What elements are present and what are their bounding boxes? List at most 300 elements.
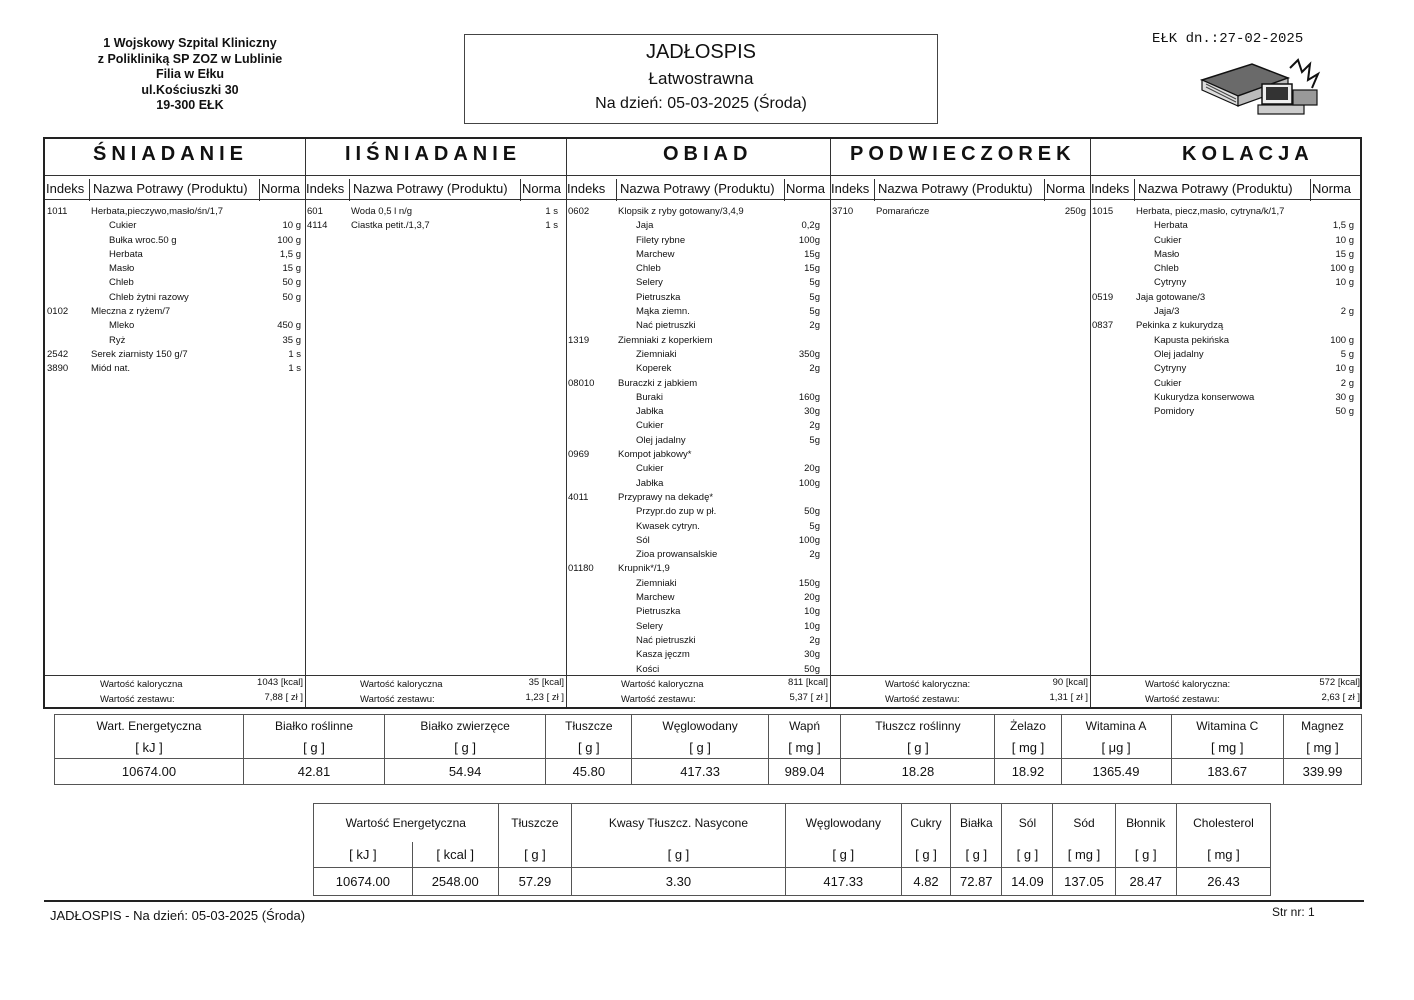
nutrient-label: Witamina C bbox=[1171, 715, 1283, 737]
ingredient-name: Jaja/3 bbox=[1154, 306, 1180, 318]
list-item bbox=[566, 477, 830, 491]
nutrient-value: 4.82 bbox=[901, 868, 950, 896]
nutrient-unit: [ mg ] bbox=[1171, 737, 1283, 759]
quantity: 50 g bbox=[282, 291, 301, 303]
quantity: 10g bbox=[804, 620, 820, 632]
list-item bbox=[45, 348, 305, 362]
list-item bbox=[566, 548, 830, 562]
header-separator bbox=[616, 179, 617, 201]
ingredient-name: Cukier bbox=[1154, 377, 1182, 389]
ingredient-name: Bułka wroc.50 g bbox=[109, 234, 177, 246]
list-item bbox=[1090, 334, 1362, 348]
nutrient-label: Wapń bbox=[768, 715, 841, 737]
dish-index: 1011 bbox=[47, 206, 68, 217]
list-item bbox=[566, 448, 830, 462]
quantity: 10 g bbox=[1335, 363, 1354, 375]
column-header-norma: Norma bbox=[522, 181, 562, 196]
quantity: 50g bbox=[804, 506, 820, 518]
list-item bbox=[566, 391, 830, 405]
dish-index: 2542 bbox=[47, 348, 69, 360]
nutrient-unit: [ mg ] bbox=[995, 737, 1061, 759]
quantity: 5g bbox=[809, 434, 820, 446]
quantity: 15g bbox=[804, 248, 820, 260]
ingredient-name: Marchew bbox=[636, 592, 675, 604]
column-header-nazwa: Nazwa Potrawy (Produktu) bbox=[353, 181, 508, 196]
meal-column bbox=[830, 205, 1090, 219]
hospital-line: 1 Wojskowy Szpital Kliniczny bbox=[103, 36, 277, 50]
dish-index: 01180 bbox=[568, 563, 594, 575]
calorie-label: Wartość kaloryczna bbox=[360, 679, 443, 690]
dish-name: Jaja gotowane/3 bbox=[1136, 291, 1206, 303]
dish-name: Serek ziarnisty 150 g/7 bbox=[91, 348, 188, 360]
quantity: 160g bbox=[798, 391, 820, 403]
nutrient-value: 72.87 bbox=[951, 868, 1002, 896]
list-item bbox=[566, 620, 830, 634]
nutrient-label: Wart. Energetyczna bbox=[55, 715, 244, 737]
nutrient-unit: [ g ] bbox=[951, 842, 1002, 868]
quantity: 30 g bbox=[1335, 391, 1354, 403]
quantity: 2g bbox=[809, 549, 820, 561]
ingredient-name: Olej jadalny bbox=[636, 434, 686, 446]
ingredient-name: Kukurydza konserwowa bbox=[1154, 391, 1255, 403]
ingredient-name: Chleb żytni razowy bbox=[109, 291, 189, 303]
cost-value: 1,23 [ zł ] bbox=[525, 692, 564, 703]
quantity: 100 g bbox=[1330, 334, 1354, 346]
list-item bbox=[1090, 362, 1362, 376]
list-item bbox=[45, 319, 305, 333]
dish-index: 3890 bbox=[47, 363, 69, 375]
nutrient-label: Tłuszcz roślinny bbox=[841, 715, 995, 737]
ingredient-name: Jaja bbox=[636, 220, 654, 232]
cost-value: 1,31 [ zł ] bbox=[1049, 692, 1088, 703]
list-item bbox=[1090, 391, 1362, 405]
list-item bbox=[45, 234, 305, 248]
dish-index: 1015 bbox=[1092, 206, 1114, 217]
header-separator bbox=[1044, 179, 1045, 201]
cost-value: 2,63 [ zł ] bbox=[1321, 692, 1360, 703]
header-separator bbox=[874, 179, 875, 201]
meal-title-obiad: OBIAD bbox=[663, 143, 753, 165]
quantity: 100 g bbox=[277, 234, 301, 246]
list-item bbox=[1090, 276, 1362, 290]
header-separator bbox=[349, 179, 350, 201]
nutrient-unit: [ mg ] bbox=[1176, 842, 1270, 868]
nutrition-units-row bbox=[55, 737, 1362, 759]
list-item bbox=[45, 305, 305, 319]
nutrient-value: 3.30 bbox=[572, 868, 785, 896]
header-separator bbox=[259, 179, 260, 201]
column-header-norma: Norma bbox=[1312, 181, 1352, 196]
ingredient-name: Olej jadalny bbox=[1154, 348, 1204, 360]
quantity: 50g bbox=[804, 663, 820, 675]
nutrient-value: 26.43 bbox=[1176, 868, 1270, 896]
nutrient-value: 183.67 bbox=[1171, 759, 1283, 785]
calorie-label: Wartość kaloryczna: bbox=[885, 679, 971, 690]
cost-value: 5,37 [ zł ] bbox=[789, 692, 828, 703]
nutrient-unit: [ mg ] bbox=[768, 737, 841, 759]
list-item bbox=[566, 219, 830, 233]
ingredient-name: Nać pietruszki bbox=[636, 634, 696, 646]
list-item bbox=[45, 219, 305, 233]
quantity: 100 g bbox=[1330, 263, 1354, 275]
energy-unit: [ kJ ] bbox=[314, 842, 413, 868]
meal-column bbox=[305, 205, 566, 234]
ingredient-name: Cukier bbox=[1154, 234, 1182, 246]
quantity: 10g bbox=[804, 606, 820, 618]
header-separator bbox=[89, 179, 90, 201]
list-item bbox=[566, 462, 830, 476]
menu-table bbox=[43, 137, 1362, 709]
nutrient-value: 18.28 bbox=[841, 759, 995, 785]
ingredient-name: Koperek bbox=[636, 363, 672, 375]
quantity: 30g bbox=[804, 406, 820, 418]
header-separator bbox=[520, 179, 521, 201]
quantity: 5g bbox=[809, 277, 820, 289]
list-item bbox=[1090, 291, 1362, 305]
nutrient-unit: [ g ] bbox=[785, 842, 901, 868]
list-item bbox=[566, 348, 830, 362]
cost-value: 7,88 [ zł ] bbox=[264, 692, 303, 703]
nutrition-label-table bbox=[313, 803, 1271, 896]
ingredient-name: Ziemniaki bbox=[636, 348, 677, 360]
nutrient-unit: [ g ] bbox=[546, 737, 632, 759]
quantity: 100g bbox=[798, 234, 820, 246]
ingredient-name: Mąka ziemn. bbox=[636, 306, 690, 318]
quantity: 350g bbox=[798, 348, 820, 360]
nutrient-label: Węglowodany bbox=[632, 715, 768, 737]
nutrition-summary bbox=[54, 714, 1362, 785]
ingredient-name: Nać pietruszki bbox=[636, 320, 696, 332]
energy-label: Wartość Energetyczna bbox=[314, 804, 499, 842]
dish-index: 601 bbox=[307, 206, 323, 217]
list-item bbox=[566, 377, 830, 391]
dish-name: Ziemniaki z koperkiem bbox=[618, 334, 713, 346]
quantity: 5g bbox=[809, 520, 820, 532]
meal-column bbox=[566, 205, 830, 677]
nutrient-label: Magnez bbox=[1283, 715, 1361, 737]
page-title: JADŁOSPIS bbox=[645, 41, 757, 63]
diet-name: Łatwostrawna bbox=[648, 69, 754, 88]
calorie-label: Wartość kaloryczna bbox=[100, 679, 183, 690]
calorie-value: 35 [kcal] bbox=[528, 677, 564, 688]
nutrient-label: Żelazo bbox=[995, 715, 1061, 737]
ingredient-name: Marchew bbox=[636, 248, 675, 260]
dish-index: 1319 bbox=[568, 334, 590, 346]
dish-index: 0102 bbox=[47, 306, 69, 318]
column-header-indeks: Indeks bbox=[831, 181, 870, 196]
ingredient-name: Pietruszka bbox=[636, 606, 681, 618]
list-item bbox=[1090, 319, 1362, 333]
dish-name: Woda 0,5 l n/g bbox=[351, 206, 413, 217]
ingredient-name: Mleko bbox=[109, 320, 135, 332]
list-item bbox=[566, 591, 830, 605]
list-item bbox=[45, 362, 305, 376]
nutrient-label: Sód bbox=[1053, 804, 1115, 842]
quantity: 150g bbox=[798, 577, 820, 589]
ingredient-name: Zioa prowansalskie bbox=[636, 549, 718, 561]
quantity: 15g bbox=[804, 263, 820, 275]
list-item bbox=[566, 291, 830, 305]
column-header-norma: Norma bbox=[1046, 181, 1086, 196]
quantity: 0,2g bbox=[801, 220, 820, 232]
quantity: 1,5 g bbox=[1332, 220, 1354, 232]
list-item bbox=[566, 305, 830, 319]
meal-title-podwieczorek: PODWIECZOREK bbox=[850, 143, 1076, 165]
hospital-address bbox=[60, 36, 320, 114]
dish-index: 3710 bbox=[832, 206, 854, 217]
nutrient-value: 45.80 bbox=[546, 759, 632, 785]
list-item bbox=[566, 648, 830, 662]
quantity: 30g bbox=[804, 649, 820, 661]
list-item bbox=[45, 334, 305, 348]
nutrient-label: Cholesterol bbox=[1176, 804, 1270, 842]
menu-date: Na dzień: 05-03-2025 (Środa) bbox=[595, 95, 807, 112]
nutrient-label: Witamina A bbox=[1061, 715, 1171, 737]
column-header-nazwa: Nazwa Potrawy (Produktu) bbox=[620, 181, 775, 196]
list-item bbox=[1090, 377, 1362, 391]
header-separator bbox=[784, 179, 785, 201]
column-header-norma: Norma bbox=[261, 181, 301, 196]
dish-name: Pomarańcze bbox=[876, 206, 930, 217]
nutrient-label: Tłuszcze bbox=[498, 804, 572, 842]
issue-date: EŁK dn.:27-02-2025 bbox=[1152, 31, 1304, 47]
list-item bbox=[566, 205, 830, 219]
ingredient-name: Chleb bbox=[636, 263, 661, 275]
dish-index: 08010 bbox=[568, 377, 595, 389]
list-item bbox=[1090, 205, 1362, 219]
ingredient-name: Herbata bbox=[1154, 220, 1188, 232]
meal-column bbox=[1090, 205, 1362, 419]
footer-divider bbox=[44, 900, 1364, 902]
nutrient-unit: [ g ] bbox=[243, 737, 384, 759]
list-item bbox=[566, 248, 830, 262]
nutrient-value: 1365.49 bbox=[1061, 759, 1171, 785]
quantity: 1 s bbox=[288, 348, 301, 360]
list-item bbox=[305, 205, 566, 219]
nutrition-values-row bbox=[55, 759, 1362, 785]
ingredient-name: Pomidory bbox=[1154, 406, 1195, 418]
cost-label: Wartość zestawu: bbox=[360, 694, 435, 705]
energy-value: 10674.00 bbox=[314, 868, 413, 896]
nutrient-label: Tłuszcze bbox=[546, 715, 632, 737]
ingredient-name: Herbata bbox=[109, 248, 143, 260]
nutrient-unit: [ g ] bbox=[901, 842, 950, 868]
quantity: 20g bbox=[804, 592, 820, 604]
nutrient-label: Białko roślinne bbox=[243, 715, 384, 737]
nutrient-value: 18.92 bbox=[995, 759, 1061, 785]
ingredient-name: Kapusta pekińska bbox=[1154, 334, 1229, 346]
nutrient-label: Sól bbox=[1002, 804, 1053, 842]
meal-title-sniadanie: ŚNIADANIE bbox=[93, 143, 249, 165]
quantity: 5g bbox=[809, 291, 820, 303]
nutrient-unit: [ g ] bbox=[572, 842, 785, 868]
hospital-line: Filia w Ełku bbox=[155, 67, 225, 81]
list-item bbox=[566, 334, 830, 348]
quantity: 1 s bbox=[545, 220, 558, 232]
ingredient-name: Kasza jęczm bbox=[636, 649, 690, 661]
dish-name: Pekinka z kukurydzą bbox=[1136, 320, 1224, 332]
nutrient-unit: [ g ] bbox=[1002, 842, 1053, 868]
nutrient-label: Kwasy Tłuszcz. Nasycone bbox=[572, 804, 785, 842]
book-computer-icon bbox=[1198, 56, 1328, 123]
column-header-nazwa: Nazwa Potrawy (Produktu) bbox=[878, 181, 1033, 196]
nutrient-unit: [ g ] bbox=[841, 737, 995, 759]
ingredient-name: Przypr.do zup w pł. bbox=[636, 506, 717, 518]
quantity: 2g bbox=[809, 363, 820, 375]
list-item bbox=[830, 205, 1090, 219]
dish-index: 0519 bbox=[1092, 291, 1114, 303]
list-item bbox=[1090, 262, 1362, 276]
ingredient-name: Selery bbox=[636, 277, 663, 289]
list-item bbox=[566, 319, 830, 333]
list-item bbox=[566, 634, 830, 648]
list-item bbox=[566, 491, 830, 505]
meal-title-kolacja: KOLACJA bbox=[1182, 143, 1314, 165]
dish-name: Herbata, piecz,masło, cytryna/k/1,7 bbox=[1136, 206, 1285, 217]
list-item bbox=[566, 362, 830, 376]
ingredient-name: Filety rybne bbox=[636, 234, 686, 246]
ingredient-name: Chleb bbox=[1154, 263, 1179, 275]
energy-unit: [ kcal ] bbox=[412, 842, 498, 868]
ingredient-name: Cukier bbox=[636, 463, 664, 475]
quantity: 2g bbox=[809, 420, 820, 432]
quantity: 100g bbox=[798, 534, 820, 546]
calorie-label: Wartość kaloryczna: bbox=[1145, 679, 1231, 690]
cost-label: Wartość zestawu: bbox=[100, 694, 175, 705]
dish-name: Miód nat. bbox=[91, 363, 131, 375]
list-item bbox=[566, 405, 830, 419]
list-item bbox=[1090, 405, 1362, 419]
list-item bbox=[566, 276, 830, 290]
quantity: 10 g bbox=[1335, 234, 1354, 246]
quantity: 2 g bbox=[1340, 377, 1354, 389]
ingredient-name: Masło bbox=[1154, 248, 1180, 260]
quantity: 250g bbox=[1064, 206, 1086, 217]
column-header-indeks: Indeks bbox=[46, 181, 85, 196]
list-item bbox=[566, 505, 830, 519]
page-number: Str nr: 1 bbox=[1272, 905, 1315, 919]
nutrient-value: 57.29 bbox=[498, 868, 572, 896]
cost-label: Wartość zestawu: bbox=[621, 694, 696, 705]
dish-name: Przyprawy na dekadę* bbox=[618, 491, 714, 503]
list-item bbox=[566, 419, 830, 433]
nutrient-label: Błonnik bbox=[1115, 804, 1176, 842]
nutrient-unit: [ μg ] bbox=[1061, 737, 1171, 759]
column-header-norma: Norma bbox=[786, 181, 826, 196]
energy-value: 2548.00 bbox=[412, 868, 498, 896]
nutrient-value: 14.09 bbox=[1002, 868, 1053, 896]
dish-index: 4114 bbox=[307, 220, 328, 232]
calorie-label: Wartość kaloryczna bbox=[621, 679, 704, 690]
nutrient-label: Węglowodany bbox=[785, 804, 901, 842]
calorie-value: 572 [kcal] bbox=[1319, 677, 1360, 688]
list-item bbox=[1090, 348, 1362, 362]
quantity: 1 s bbox=[288, 363, 301, 375]
calorie-value: 811 [kcal] bbox=[788, 677, 828, 688]
ingredient-name: Kości bbox=[636, 663, 660, 675]
nutrient-value: 54.94 bbox=[385, 759, 546, 785]
list-item bbox=[305, 219, 566, 233]
dish-index: 0837 bbox=[1092, 320, 1114, 332]
ingredient-name: Sól bbox=[636, 534, 650, 546]
dish-index: 0602 bbox=[568, 206, 590, 217]
ingredient-name: Buraki bbox=[636, 391, 663, 403]
ingredient-name: Cytryny bbox=[1154, 363, 1187, 375]
cost-label: Wartość zestawu: bbox=[1145, 694, 1220, 705]
list-item bbox=[1090, 234, 1362, 248]
meal-column bbox=[45, 205, 305, 377]
list-item bbox=[566, 262, 830, 276]
list-item bbox=[45, 205, 305, 219]
nutrient-value: 10674.00 bbox=[55, 759, 244, 785]
column-header-nazwa: Nazwa Potrawy (Produktu) bbox=[93, 181, 248, 196]
title-box bbox=[464, 34, 938, 124]
quantity: 1 s bbox=[545, 206, 558, 217]
quantity: 100g bbox=[798, 477, 820, 489]
nutrition-labels-row bbox=[55, 715, 1362, 737]
quantity: 20g bbox=[804, 463, 820, 475]
ingredient-name: Selery bbox=[636, 620, 663, 632]
dish-name: Krupnik*/1,9 bbox=[618, 563, 670, 575]
footer-title: JADŁOSPIS - Na dzień: 05-03-2025 (Środa) bbox=[50, 908, 306, 923]
dish-name: Kompot jabkowy* bbox=[618, 449, 692, 461]
quantity: 2g bbox=[809, 320, 820, 332]
column-header-nazwa: Nazwa Potrawy (Produktu) bbox=[1138, 181, 1293, 196]
list-item bbox=[566, 605, 830, 619]
quantity: 5 g bbox=[1340, 348, 1354, 360]
nutrient-label: Białko zwierzęce bbox=[385, 715, 546, 737]
ingredient-name: Kwasek cytryn. bbox=[636, 520, 700, 532]
quantity: 450 g bbox=[277, 320, 301, 332]
list-item bbox=[566, 663, 830, 677]
list-item bbox=[1090, 305, 1362, 319]
nutrient-value: 137.05 bbox=[1053, 868, 1115, 896]
nutrient-value: 28.47 bbox=[1115, 868, 1176, 896]
quantity: 10 g bbox=[1335, 277, 1354, 289]
nutrient-label: Cukry bbox=[901, 804, 950, 842]
nutrient-value: 42.81 bbox=[243, 759, 384, 785]
ingredient-name: Cukier bbox=[109, 220, 137, 232]
quantity: 15 g bbox=[1335, 248, 1354, 260]
meal-title-ii-sniadanie: IIŚNIADANIE bbox=[345, 143, 522, 165]
dish-name: Ciastka petit./1,3,7 bbox=[351, 220, 430, 232]
dish-index: 0969 bbox=[568, 449, 590, 461]
hospital-line: ul.Kościuszki 30 bbox=[141, 82, 239, 97]
nutrition2-units-row bbox=[314, 842, 1271, 868]
nutrient-unit: [ mg ] bbox=[1053, 842, 1115, 868]
nutrient-value: 339.99 bbox=[1283, 759, 1361, 785]
ingredient-name: Cukier bbox=[636, 420, 664, 432]
list-item bbox=[566, 577, 830, 591]
header-separator bbox=[1134, 179, 1135, 201]
quantity: 2g bbox=[809, 634, 820, 646]
cost-label: Wartość zestawu: bbox=[885, 694, 960, 705]
list-item bbox=[566, 534, 830, 548]
quantity: 1,5 g bbox=[279, 248, 301, 260]
list-item bbox=[566, 562, 830, 576]
list-item bbox=[45, 262, 305, 276]
list-item bbox=[566, 434, 830, 448]
dish-index: 4011 bbox=[568, 491, 589, 503]
nutrient-value: 417.33 bbox=[785, 868, 901, 896]
quantity: 35 g bbox=[282, 334, 301, 346]
nutrient-unit: [ g ] bbox=[385, 737, 546, 759]
nutrient-value: 417.33 bbox=[632, 759, 768, 785]
dish-name: Klopsik z ryby gotowany/3,4,9 bbox=[618, 206, 744, 217]
ingredient-name: Chleb bbox=[109, 277, 134, 289]
column-header-indeks: Indeks bbox=[306, 181, 345, 196]
nutrient-value: 989.04 bbox=[768, 759, 841, 785]
